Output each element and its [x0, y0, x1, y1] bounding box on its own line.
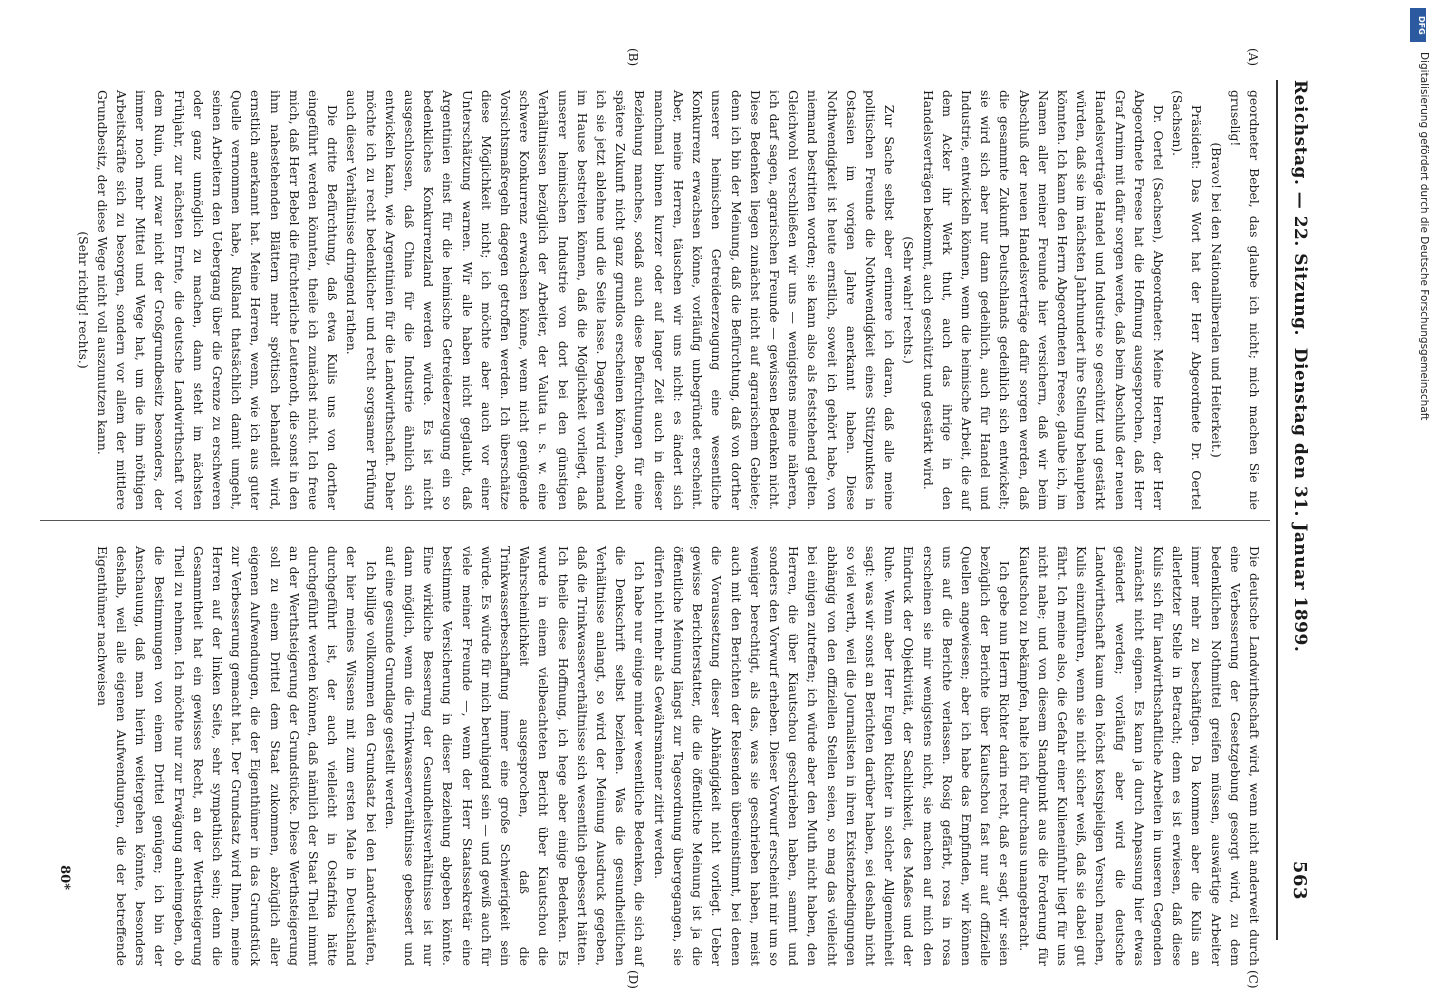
header-rule	[1276, 80, 1278, 940]
left-column	[73, 90, 1264, 510]
paragraph: Zur Sache selbst aber erinnere ich daran, daß alle meine politischen Freunde die Nothwendigkeit eines Stützpunktes in Ostasien im vorigen Jahre anerkannt haben. Diese Nothwendigkeit ist heute ernstlich, soweit ich gehört habe, von niemand bestritten worden; sie kann also als feststehend gelten. Gleichwohl verschließen wir uns — wenigstens meine näheren, ich darf sagen, agrarischen Freunde — gewissen Bedenken nicht. Diese Bedenken liegen zunächst nicht auf agrarischem Gebiete; denn ich bin der Meinung, daß die Befürchtung, daß von dorther unserer heimischen Getreideerzeugung eine wesentliche Konkurrenz erwachsen könne, vorläufig unbegründet erscheint. Aber, meine Herren, täuschen wir uns nicht: es ändert sich manchmal binnen kurzer oder auf langer Zeit auch in dieser Beziehung manches, sodaß auch diese Befürchtungen für eine spätere Zukunft nicht ganz grundlos erscheinen können, obwohl ich sie jetzt ablehne und die Seite lasse. Dagegen wird niemand im Hause bestreiten können, daß die Möglichkeit vorliegt, daß unserer heimischen Industrie von dort bei den günstigen Verhältnissen bezüglich der Arbeiter, der Valuta u. s. w. eine schwere Konkurrenz erwachsen könne, wenn nicht genügende Vorsichtsmaßregeln dagegen getroffen werden. Ich überschätze diese Möglichkeit nicht; ich möchte aber auch vor einer Unterschätzung warnen. Wir alle haben nicht geglaubt, daß Argentinien einst für die heimische Getreideerzeugung ein so bedenkliches Konkurrenzland werden würde. Es ist nicht ausgeschlossen, daß China für die Industrie ähnlich sich entwickeln kann, wie Argentinien für die Landwirthschaft. Daher möchte ich zu recht bedenklicher und recht sorgsamer Prüfung auch dieser Verhältnisse dringend rathen.	[344, 90, 898, 510]
funding-notice: Digitalisierung gefördert durch die Deutsche Forschungsgemeinschaft	[1418, 52, 1430, 421]
signature-mark: 80*	[57, 865, 72, 890]
paragraph: Die dritte Befürchtung, daß etwa Kulis uns von dorther eingeführt werden könnten, theile ich zunächst nicht. Ich freue mich, daß Herr Bebel die fürchterliche Leutenoth, die sonst in den ihm nahestehenden Blättern mehr spöttisch behandelt wird, ernstlich anerkannt hat. Meine Herren, wenn, wie ich aus guter Quelle vernommen habe, Rußland thatsächlich damit umgeht, seinen Arbeitern den Uebergang über die Grenze zu erschweren oder ganz unmöglich zu machen, dann steht im nächsten Frühjahr, zur nächsten Ernte, die deutsche Landwirthschaft vor dem Ruin, und zwar nicht der Großgrundbesitz besonders, der immer noch mehr Mittel und Wege hat, um die ihm nöthigen Arbeitskräfte sich zu besorgen, sondern vor allem der mittlere Grundbesitz, der diese Wege nicht voll auszunutzen kann.	[94, 90, 341, 510]
header-left: Reichstag. — 22. Sitzung.	[1290, 80, 1310, 336]
margin-mark-a: (A)	[1246, 48, 1260, 67]
paragraph: (Sehr wahr! rechts.)	[901, 236, 917, 364]
page-header	[1280, 0, 1310, 1000]
paragraph: Ich gebe nun Herrn Richter darin recht, daß er sagt, wir seien bezüglich der Berichte über Kiautschou fast nur auf offizielle Quellen angewiesen; aber ich habe das Empfinden, wir können uns auf die Berichte verlassen. Rosig gefärbt, rosa in rosa erscheinen sie mir wenigstens nicht, sie machen auf mich den Eindruck der Objektivität, der Sachlichkeit, des Maßes und der Ruhe. Wenn aber Herr Eugen Richter in solcher Allgemeinheit sagt: was wir sonst an Berichten darüber haben, sei deshalb nicht so viel werth, weil die Journalisten in ihren Existenzbedingungen abhängig von den offiziellen Stellen seien, so mag das vielleicht bei einigen zutreffen; ich würde aber den Muth nicht haben, den Herren, die über Kiautschou geschrieben haben, sammt und sonders den Vorwurf erheben. Dieser Vorwurf erscheint mir um so weniger berechtigt, als das, was sie geschrieben haben, meist auch mit den Berichten der Reisenden übereinstimmt, bei denen die Voraussetzung dieser Abhängigkeit nicht vorliegt. Ueber gewisse Berichterstatter, die die öffentliche Meinung ist ja die öffentliche Meinung längst zur Tagesordnung übergegangen, sie dürfen nicht mehr als Gewährsmänner zitirt werden.	[651, 546, 1013, 966]
paragraph: Die deutsche Landwirthschaft wird, wenn nicht anderweit durch eine Verbesserung der Gesetzgebung gesorgt wird, zu dem bedenklichen Nothmittel greifen müssen, auswärtige Arbeiter immer mehr zu beschäftigen. Da kommen aber die Kulis an allerletzter Stelle in Betracht; denn es ist erwiesen, daß diese Kulis sich für landwirthschaftliche Arbeiten in unseren Gegenden zunächst nicht eignen. Es kann ja durch Anpassung hier etwas geändert werden; vorläufig aber wird die deutsche Landwirthschaft kaum den höchst kostspieligen Versuch machen, Kulis einzuführen, wenn sie nicht sicher weiß, daß sie dabei gut fährt. Ich meine also, die Gefahr einer Kulieneinfuhr liegt für uns nicht nahe; und von diesem Standpunkt aus die Forderung für Kiautschou zu bekämpfen, halte ich für durchaus unangebracht.	[1016, 546, 1262, 966]
margin-mark-b: (B)	[626, 48, 640, 67]
margin-mark-d: (D)	[626, 970, 640, 989]
margin-mark-c: (C)	[1246, 970, 1260, 989]
dfg-logo: DFG	[1410, 8, 1426, 42]
page-number: 563	[1289, 860, 1310, 900]
paragraph: (Bravo! bei den Nationalliberalen und Heiterkeit.)	[1208, 142, 1224, 458]
paragraph: Ich billige vollkommen den Grundsatz bei den Landverkäufen, der hier meines Wissens mit zum ersten Male in Deutschland durchgeführt ist, der auch vielleicht in Ostafrika hätte durchgeführt werden können, daß nämlich der Staat Theil nimmt an der Werthsteigerung der Grundstücke. Diese Werthsteigerung soll zu einem Drittel dem Staat zukommen, abzüglich aller eigenen Aufwendungen, die der Eigenthümer in das Grundstück zur Verbesserung gemacht hat. Der Grundsatz wird Ihnen, meine Herren auf der linken Seite, sehr sympathisch sein; denn die Gesammtheit hat ein gewisses Recht, an der Werthsteigerung Theil zu nehmen. Ich möchte nur zur Erwägung anheimgeben, ob die Bestimmungen von einem Drittel genügen; ich bin der Anschauung, daß man hierin weitergehen könnte, besonders deshalb, weil alle eigenen Aufwendungen, die der betreffende Eigenthümer nachweisen	[94, 546, 379, 966]
header-center: Dienstag den 31. Januar 1899.	[1290, 347, 1310, 653]
paragraph: Ich habe nur einige minder wesentliche Bedenken, die sich auf die Denkschrift selbst beziehen. Was die gesundheitlichen Verhältnisse anlangt, so wird der Meinung Ausdruck gegeben, daß die Trinkwasserverhältnisse sich wesentlich gebessert hätten. Ich theile diese Hoffnung, ich hege aber einige Bedenken. Es wurde in einem vielbeachteten Bericht über Kiautschou die Wahrscheinlichkeit ausgesprochen, daß die Trinkwasserbeschaffung immer eine große Schwierigkeit sein würde. Es würde für mich beruhigend sein — und gewiß auch für viele meiner Freunde —, wenn der Herr Staatssekretär eine bestimmte Versicherung in dieser Beziehung abgeben könnte. Eine wirkliche Besserung der Gesundheitsverhältnisse ist nur dann möglich, wenn die Trinkwasserverhältnisse gebessert und auf eine gesunde Grundlage gestellt werden.	[382, 546, 648, 966]
side-strip	[1400, 0, 1434, 1000]
column-divider	[40, 520, 1270, 521]
right-column	[93, 546, 1264, 966]
paragraph: Dr. Oertel (Sachsen), Abgeordneter: Meine Herren, der Herr Abgeordnete Freese hat die Hoffnung ausgesprochen, daß Herr Graf Arnim mit dafür sorgen werde, daß beim Abschluß der neuen Handelsverträge Handel und Industrie so geschützt und gestärkt würden, daß sie im nächsten Jahrhundert ihre Stellung behaupten könnten. Ich kann den Herrn Abgeordneten Freese, glaube ich, im Namen aller meiner Freunde hier versichern, daß wir beim Abschluß der neuen Handelsverträge dafür sorgen werden, daß die gesammte Zukunft Deutschlands gedeihlich sich entwickelt; sie wird sich aber nur dann gedeihlich, auch für Handel und Industrie, entwickeln können, wenn die heimische Arbeit, die auf dem Acker ihr Werk thut, auch das ihrige in den Handelsverträgen bekommt, auch geschützt und gestärkt wird.	[920, 90, 1166, 510]
paragraph: Präsident: Das Wort hat der Herr Abgeordnete Dr. Oertel (Sachsen).	[1170, 90, 1205, 510]
paragraph: geordneter Bebel, das glaube ich nicht; mich machen Sie nie gruselig!	[1227, 90, 1262, 510]
paragraph: (Sehr richtig! rechts.)	[75, 231, 91, 369]
